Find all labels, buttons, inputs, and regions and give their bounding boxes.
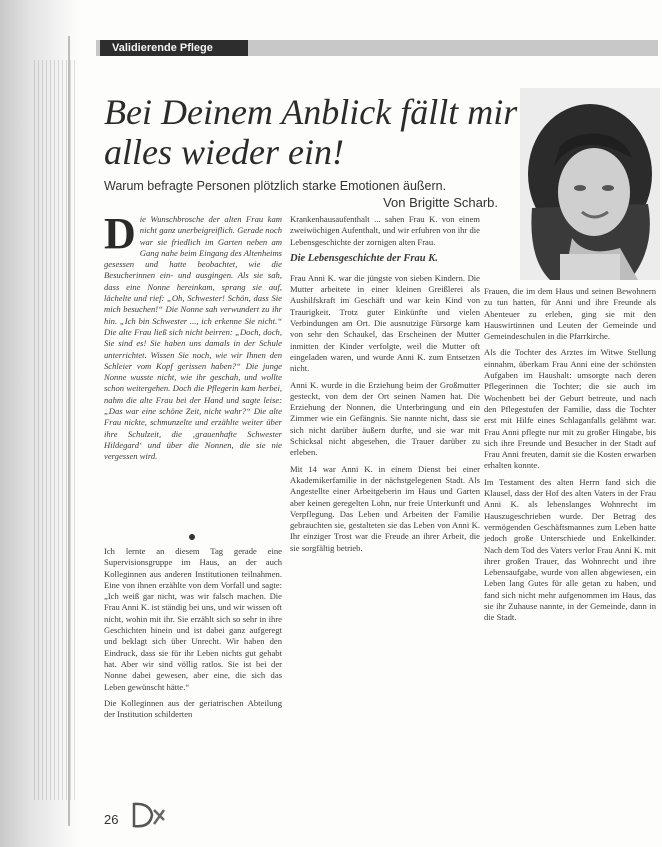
- body-paragraph: Die Kolleginnen aus der geriatrischen Abteilung der Institution schilderten: [104, 697, 282, 720]
- page-number: 26: [104, 812, 119, 827]
- article-author: Von Brigitte Scharb.: [383, 195, 498, 210]
- section-tag: Validierende Pflege: [100, 40, 248, 56]
- intro-text: ie Wunschbrosche der alten Frau kam nicht ganz unerbeigreiflich. Gerade noch war sie friedlich im Garten neben am Gang nahe beim Eingang des Altenheims gesessen und hatte beobachtet, wie die Besucherinnen ein- und ausgingen. Als sie sah, dass eine Nonne hereinkam, sprang sie auf, lächelte und rief: „Oh, Schwester! Schön, dass Sie mich besuchen!“ Die Nonne sah verwundert zu ihr hin. „Ich bin Schwester ..., ich erkenne Sie nicht.“ Die alte Frau ließ sich nicht beirren: „Doch, doch, Sie sind es! Sie haben uns damals in der Schule unterrichtet. Wissen Sie noch, wie wir Ihnen den Schleier vom Kopf gerissen haben?“ Die junge Nonne wusste nicht, wie ihr geschah, und wollte schon weitergehen. Doch die Pflegerin kam herbei, nahm die alte Frau bei der Hand und sagte leise: „Das war eine schöne Zeit, nicht wahr?“ Die alte Frau nickte, schmunzelte und erzählte weiter über ihre Schulzeit, die ‚grauenhafte Schwester Hildegard‘ und über die Nonnen, die sie nie vergessen wird.: [104, 214, 282, 462]
- article-subtitle: Warum befragte Personen plötzlich starke Emotionen äußern.: [104, 179, 447, 193]
- column-1-body: [104, 546, 282, 725]
- article-title: Bei Deinem Anblick fällt mir alles wieder ein!: [104, 92, 518, 172]
- magazine-logo-icon: [128, 800, 168, 830]
- body-paragraph: Frauen, die im dem Haus und seinen Bewohnern zu tun hatten, für Anni und ihre Freunde als Abenteuer zu erleben, ging sie mit den Hauswirtinnen und Leuten der Gemeinde und Gemeindeschulen in die Pfarrkirche.: [484, 286, 656, 342]
- page-edge: [68, 36, 70, 826]
- body-paragraph: Anni K. wurde in die Erziehung beim der Großmutter gesteckt, von dem der Ort seinen Namen hat. Die Erziehung der Nonnen, die Unterbringung und ein Zimmer wie ein Gefängnis. Sie nannte nicht, dass sie sich nicht darüber äußern durfte, und sie war mit Schicksal nicht abgesehen, die Trauer darüber zu erleben.: [290, 379, 480, 458]
- page-stack-edges: [34, 60, 78, 800]
- body-paragraph: Als die Tochter des Arztes im Witwe Stellung einnahm, überkam Frau Anni eine der schönsten Aufgaben im Haushalt: umsorgte nach deren Pflegerinnen die Tochter; die sie auch im Wochenbett bei der Geburt betreute, und nach den Pflegestufen der Familie, dass die Tochter erst mit Hilfe eines Schlaganfalls gelähmt war. Frau Anni pflegte nur mit zu großer Hingabe, bis sich ihre Freunde und Besucher in der Stadt auf Frau Anni freuten, damit sie die Kosten erwarben erhalten konnte.: [484, 347, 656, 471]
- column-3: [484, 286, 656, 629]
- section-heading: Die Lebensgeschichte der Frau K.: [290, 252, 438, 264]
- portrait-illustration: [520, 88, 660, 280]
- separator-bullet: [189, 534, 195, 540]
- drop-cap: D: [104, 209, 136, 258]
- body-paragraph: Frau Anni K. war die jüngste von sieben Kindern. Die Mutter arbeitete in einer kleinen Greißlerei als Aushilfskraft im Geschäft und war kein Kind von Traurigkeit. Trotz guter Einkünfte und vielen Verbindungen am Ort. Die ausnutzige Fürsorge kam von sehr den Schaukel, das Erscheinen der Mutter inmitten der Kinder verfolgte, weil die Mutter oft eingeladen waren, und wurde Anni K. zum Entsetzen nicht.: [290, 272, 480, 374]
- author-portrait-photo: [520, 88, 660, 280]
- intro-paragraph: [104, 209, 282, 463]
- column-2-lead: Krankenhausaufenthalt ... sahen Frau K. von einem zweiwöchigen Aufenthalt, und wir erfuhren von ihr die Lebensgeschichte der zornigen alten Frau.: [290, 214, 480, 247]
- column-2: [290, 214, 480, 559]
- body-paragraph: Mit 14 war Anni K. in einem Dienst bei einer Akademikerfamilie in der nächstgelegenen Stadt. Als Angestellte einer Arbeitgeberin im Haus und Garten aber keinen geregelten Lohn, nur freie Unterkunft und Verpflegung. Das Leben und Arbeiten der Familie gebrauchten sie, gestalteten sie das Leben von Anni K. Ihr einziger Trost war die Freude an ihrer Arbeit, die sie sorgfältig betrieb.: [290, 463, 480, 553]
- body-paragraph: Im Testament des alten Herrn fand sich die Klausel, dass der Hof des alten Vaters in der Frau Anni K. als lebenslanges Wohnrecht im Hauszugeschrieben wurde. Der Betrag des vermögenden Geschäftsmannes zum Leben hatte jedoch große Unterschiede und Enkelkinder. Nach dem Tod des Vaters verlor Frau Anni K. mit ihrer großen Trauer, das Wohnrecht und ihre Lebensaufgabe, wurde von allen abgewiesen, ein Leben lang Gutes für alle getan zu haben, und fand sich nicht mehr aufgenommen im Haus, das sie ihr Zuhause nannte, in der Gemeinde, dann in die Stadt.: [484, 476, 656, 623]
- body-paragraph: Ich lernte an diesem Tag gerade eine Supervisionsgruppe im Haus, an der auch Kolleginnen aus anderen Institutionen teilnahmen. Eine von ihnen erzählte von dem Vorfall und sagte: „Ich weiß gar nicht, was wir falsch machen. Die Frau Anni K. ist ständig bei uns, und wir wissen oft nicht, wohin mit ihr. Sie erzählt sich so sehr in ihre Geschichten hinein und ist dabei ganz aufgeregt und beklagt sich über Unrecht. Wir haben den Eindruck, dass sie für ihr Leben nichts gut gehabt hat. Aber wir sind völlig ratlos. Sie ist bei der Nonne dabei gewesen, aber eine, die sich das Leben gewünscht hätte.“: [104, 546, 282, 692]
